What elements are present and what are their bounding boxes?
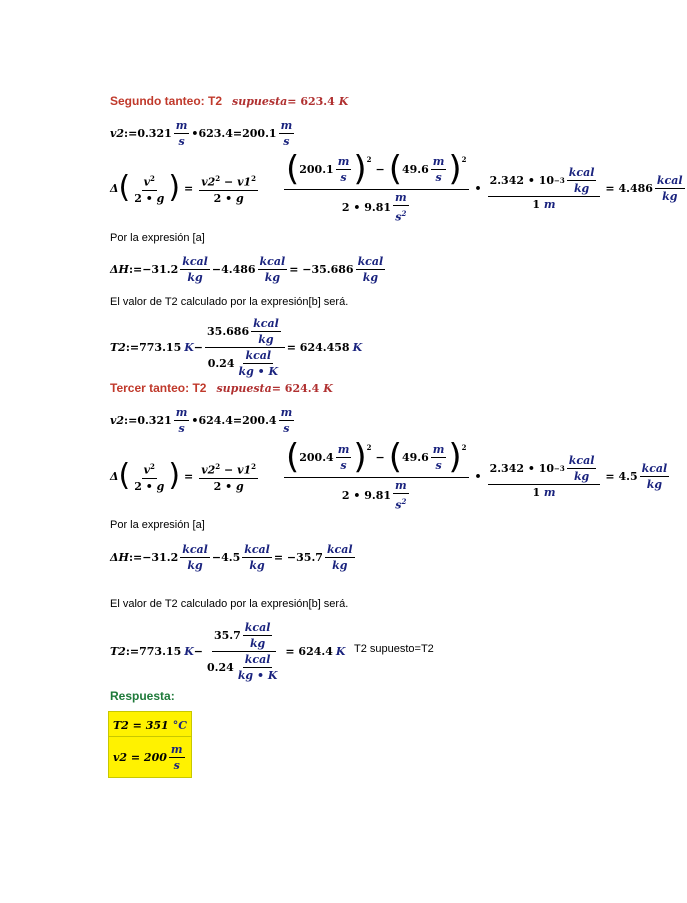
unit-frac: $\frac{m}{s}$ bbox=[175, 119, 188, 148]
answer-v2: v2 = 200 bbox=[113, 750, 167, 764]
factor: 624.4 bbox=[198, 414, 233, 427]
assign-op: := bbox=[124, 414, 138, 427]
assign-op: := bbox=[124, 127, 138, 140]
frac-numeric: ( 200.4 $\frac{m}{s}$ ) $^2$ − ( 49.6 $\frac{m}{s}$ ) $^2$ 2 • 9.81 $\frac{m}{s^2}$ bbox=[285, 437, 467, 512]
equation-delta-energy-second: Δ ( $\frac{v^2}{2 • g}$ ) = $\frac{v2^2 - v1^2}{2 • g}$ ( 200.1 $\frac{m}{s}$ ) $^2$ − ( 49.6 $\frac{m}{s}$ ) $^2$ 2 • 9.81 $\frac{m}{s^2}$ • 2.342 • 10 −3 $\frac{\text{kcal}}{kg}$ 1 m = 4.486 $\frac{\text{kcal}}{kg}$ bbox=[110, 149, 683, 224]
exponent: −3 bbox=[554, 175, 565, 185]
dot-op: • bbox=[191, 127, 199, 140]
answer-t2-box bbox=[108, 711, 192, 739]
equation-deltaH-second: ΔH := −31.2 $\frac{\text{kcal}}{kg}$ − 4.486 $\frac{\text{kcal}}{kg}$ = −35.686 $\frac{\text{kcal}}{kg}$ bbox=[110, 255, 384, 284]
equation-v2-second bbox=[110, 118, 296, 149]
var-T2: T2 bbox=[110, 341, 126, 354]
answer-heading: Respuesta: bbox=[110, 689, 175, 703]
eq-op: = bbox=[232, 414, 243, 427]
delta-symbol: Δ bbox=[110, 181, 119, 195]
supuesta-value: = 624.4 bbox=[271, 381, 320, 395]
answer-t2-unit: °C bbox=[172, 718, 187, 732]
equation-delta-energy-third: Δ ( $\frac{v^2}{2 • g}$ ) = $\frac{v2^2 - v1^2}{2 • g}$ ( 200.4 $\frac{m}{s}$ ) $^2$ − ( 49.6 $\frac{m}{s}$ ) $^2$ 2 • 9.81 $\frac{m}{s^2}$ • 2.342 • 10 −3 $\frac{\text{kcal}}{kg}$ 1 m = 4.5 $\frac{\text{kcal}}{kg}$ bbox=[110, 437, 668, 512]
term-b: 4.486 bbox=[221, 263, 256, 276]
unit-K: K bbox=[184, 341, 194, 354]
note-t2-equal: T2 supuesto=T2 bbox=[354, 643, 434, 655]
var-v2: v2 bbox=[110, 414, 125, 427]
equation-deltaH-third: ΔH := −31.2 $\frac{\text{kcal}}{kg}$ − 4.5 $\frac{\text{kcal}}{kg}$ = −35.7 $\frac{\text{kcal}}{kg}$ bbox=[110, 543, 353, 572]
base-temp: 773.15 bbox=[139, 341, 182, 354]
supuesta-unit: K bbox=[323, 381, 333, 395]
unit-K: K bbox=[352, 341, 363, 354]
supuesta-label: supuesta bbox=[216, 381, 272, 395]
equation-v2-third: v2 := 0.321 $\frac{m}{s}$ • 624.4 = 200.4 $\frac{m}{s}$ bbox=[110, 406, 293, 435]
coef: 0.321 bbox=[137, 127, 172, 140]
left-paren: ( bbox=[118, 170, 131, 206]
term-a: −31.2 bbox=[142, 551, 179, 564]
eq-op: = bbox=[184, 181, 194, 195]
heading-label: Tercer tanteo: T2 bbox=[110, 381, 207, 395]
result: = −35.7 bbox=[273, 551, 323, 564]
dot-op: • bbox=[191, 414, 199, 427]
eq-op: = bbox=[232, 127, 243, 140]
result: = 4.5 bbox=[605, 469, 638, 483]
heading-second-trial bbox=[110, 94, 348, 108]
supuesta-value: = 623.4 bbox=[287, 94, 335, 108]
result: = 4.486 bbox=[605, 181, 653, 195]
text-expression-a: Por la expresión [a] bbox=[110, 519, 205, 531]
equation-T2-third: T2 := 773.15 K − 35.7 $\frac{\text{kcal}}{kg}$ 0.24 $\frac{\text{kcal}}{kg • K}$ = 624.4 K bbox=[110, 621, 346, 682]
result: = −35.686 bbox=[289, 263, 354, 276]
term-b: 4.5 bbox=[221, 551, 241, 564]
answer-v2-box bbox=[108, 736, 192, 778]
text-expression-a: Por la expresión [a] bbox=[110, 232, 205, 244]
minus-op: − bbox=[211, 263, 222, 276]
v1-value: 49.6 bbox=[401, 450, 429, 464]
var-deltaH: ΔH bbox=[110, 263, 129, 276]
v2-value: 200.1 bbox=[299, 162, 334, 176]
denominator: 2 • 9.81 bbox=[341, 200, 392, 214]
right-paren: ) bbox=[168, 170, 181, 206]
frac-velocity-diff: $\frac{v2^2 - v1^2}{2 • g}$ bbox=[199, 171, 258, 206]
answer-v2-unit: $\frac{m}{s}$ bbox=[170, 742, 183, 772]
text-expression-b: El valor de T2 calculado por la expresión[b] será. bbox=[110, 296, 349, 308]
heading-third-trial bbox=[110, 381, 333, 395]
assign-op: := bbox=[128, 263, 143, 276]
factor: 623.4 bbox=[198, 127, 233, 140]
v2-value: 200.4 bbox=[299, 450, 334, 464]
frac-v2-2g: $\frac{v^2}{2 • g}$ bbox=[132, 171, 166, 206]
result: = 624.4 bbox=[285, 645, 333, 658]
unit-frac: $\frac{\text{kcal}}{kg}$ bbox=[656, 173, 683, 203]
result: 200.4 bbox=[242, 414, 277, 427]
supuesta-unit: K bbox=[338, 94, 349, 108]
coef: 0.321 bbox=[137, 414, 172, 427]
result: = 624.458 bbox=[286, 341, 350, 354]
answer-t2: T2 = 351 bbox=[113, 718, 169, 732]
supuesta-label: supuesta bbox=[232, 94, 288, 108]
frac-conversion: 2.342 • 10 −3 $\frac{\text{kcal}}{kg}$ 1 m bbox=[488, 165, 601, 212]
result: 200.1 bbox=[242, 127, 277, 140]
equation-T2-second bbox=[110, 316, 362, 379]
frac-numeric: ( 200.1 $\frac{m}{s}$ ) $^2$ − ( 49.6 $\frac{m}{s}$ ) $^2$ 2 • 9.81 $\frac{m}{s^2}$ bbox=[285, 149, 467, 224]
heading-label: Segundo tanteo: T2 bbox=[110, 94, 222, 108]
v1-value: 49.6 bbox=[401, 162, 429, 176]
var-v2: v2 bbox=[110, 127, 125, 140]
assign-op: := bbox=[125, 341, 140, 354]
minus-op: − bbox=[193, 341, 204, 354]
unit-frac: $\frac{m}{s}$ bbox=[280, 119, 293, 148]
conversion-factor: 2.342 • 10 bbox=[489, 173, 555, 187]
text-expression-b: El valor de T2 calculado por la expresión[b] será. bbox=[110, 598, 349, 610]
term-a: −31.2 bbox=[142, 263, 179, 276]
frac-enthalpy-cp: 35.686 $\frac{\text{kcal}}{kg}$ 0.24 $\frac{\text{kcal}}{kg • K}$ bbox=[205, 316, 285, 379]
